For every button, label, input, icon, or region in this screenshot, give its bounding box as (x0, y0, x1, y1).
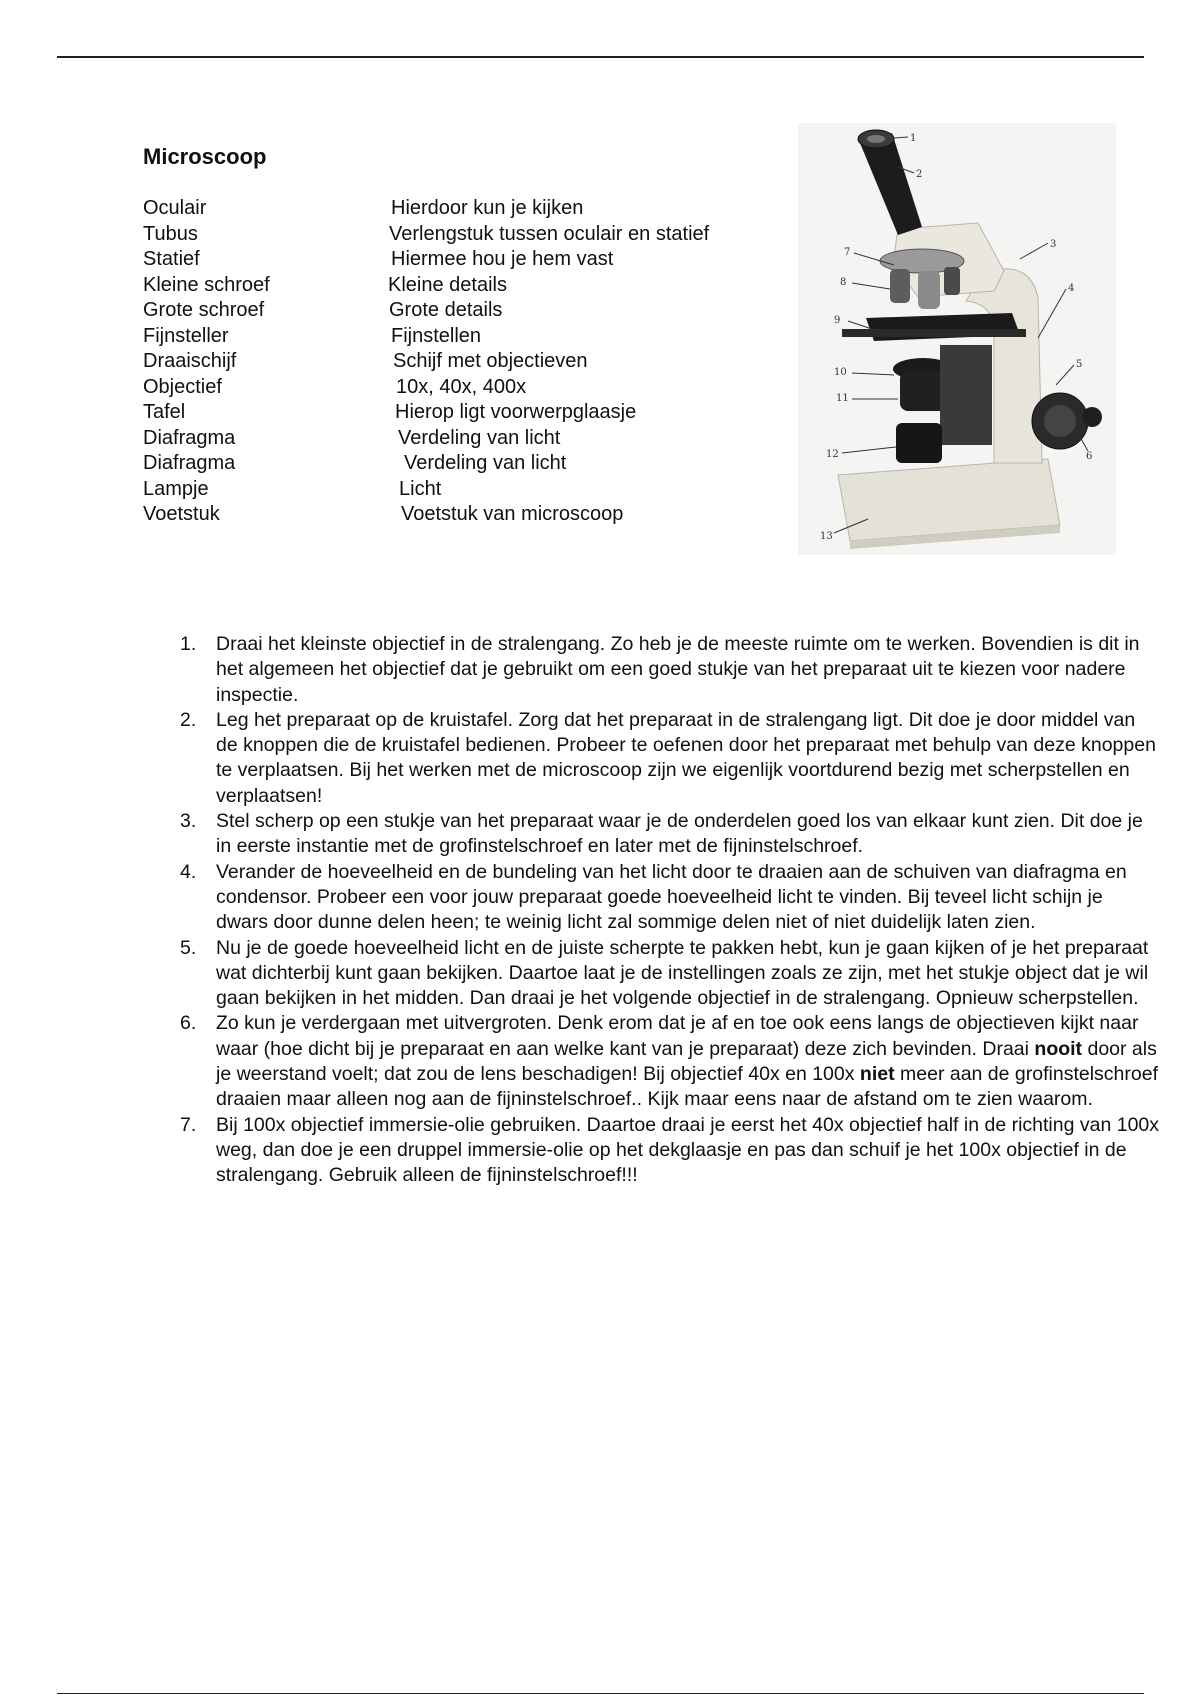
figure-label: 8 (840, 277, 847, 288)
step-number: 5. (180, 936, 197, 959)
step-number: 4. (180, 860, 197, 883)
lamp-shape (896, 423, 942, 463)
leader-line (842, 447, 896, 453)
emphasis-text: niet (859, 1063, 895, 1086)
part-name: Grote schroef (143, 299, 265, 321)
step-text: Zo kun je verdergaan met uitvergroten. Denk erom dat je af en toe ook eens langs de objectieven kijkt naar waar (hoe dicht bij je preparaat en aan welke kant van je preparaat) deze zich bevinden. Draai (216, 1012, 1139, 1060)
figure-label: 11 (836, 393, 849, 404)
part-name: Draaischijf (143, 350, 237, 372)
step-text: Verander de hoeveelheid en de bundeling van het licht door te draaien aan de schuiven van diafragma en condensor. Probeer een voor jouw preparaat goede hoeveelheid licht te vinden. Bij teveel licht schijn je dwars door dunne delen heen; te weinig licht zal sommige delen niet of niet duidelijk laten zien. (216, 860, 1127, 934)
figure-label: 6 (1086, 451, 1093, 462)
figure-label: 3 (1050, 239, 1057, 250)
figure-label: 13 (820, 531, 833, 542)
figure-label: 5 (1076, 359, 1083, 370)
objective-shape (890, 269, 910, 303)
part-description: Kleine details (388, 273, 507, 296)
step-number: 3. (180, 810, 197, 833)
leader-line (1020, 243, 1048, 259)
figure-label: 7 (844, 247, 851, 258)
leader-line (1056, 365, 1074, 385)
page-title: Microscoop (143, 144, 267, 169)
part-description: Verdeling van licht (398, 426, 561, 449)
part-description: Hiermee hou je hem vast (391, 248, 614, 270)
objective-shape (918, 271, 940, 309)
step-number: 7. (180, 1113, 197, 1136)
list-item (180, 1011, 1160, 1112)
part-name: Diafragma (143, 452, 236, 474)
step-number: 6. (180, 1012, 197, 1035)
microscope-illustration (798, 123, 1116, 555)
emphasis-text: nooit (1034, 1037, 1083, 1060)
knob-cap-shape (1082, 407, 1102, 427)
part-description: Fijnstellen (391, 324, 482, 347)
step-text: Draai het kleinste objectief in de stralengang. Zo heb je de meeste ruimte om te werken. Bovendien is dit in het algemeen het objectief dat je gebruikt om een goed stukje van het preparaat uit te kiezen voor nadere inspectie. (216, 633, 1140, 706)
part-description: Voetstuk van microscoop (401, 503, 624, 525)
part-description: Schijf met objectieven (393, 350, 588, 372)
microscope-diagram (798, 123, 1116, 555)
header-rule (57, 56, 1144, 58)
part-description: Grote details (389, 299, 503, 321)
step-text: Stel scherp op een stukje van het preparaat waar je de onderdelen goed los van elkaar kunt zien. Dit doe je in eerste instantie met de grofinstelschroef en later met de fijninstelschroef. (216, 810, 1143, 858)
figure-label: 2 (916, 169, 923, 180)
part-description: Licht (399, 477, 442, 500)
step-number: 1. (180, 633, 197, 655)
figure-label: 4 (1068, 283, 1075, 294)
part-name: Voetstuk (143, 503, 220, 525)
leader-line (1038, 289, 1066, 338)
list-item (180, 632, 1160, 708)
objective-shape (944, 267, 960, 295)
part-description: Hierdoor kun je kijken (391, 197, 584, 219)
list-item (180, 809, 1160, 860)
part-name: Tubus (143, 222, 198, 245)
part-description: Verlengstuk tussen oculair en statief (389, 222, 710, 245)
fine-knob-shape (1044, 405, 1076, 437)
stage-clip-shape (842, 329, 1026, 337)
figure-label: 12 (826, 449, 839, 460)
leader-line (1080, 437, 1088, 451)
figure-label: 10 (834, 367, 847, 378)
figure-label: 1 (910, 133, 917, 144)
step-text: meer aan de grofinstelschroef draaien maar alleen nog aan de fijninstelschroef.. Kijk maar eens naar de afstand om te zien waarom. (216, 1063, 1158, 1111)
list-item (180, 1113, 1160, 1189)
instructions-list (180, 632, 1160, 1189)
step-number: 2. (180, 708, 197, 731)
part-name: Fijnsteller (143, 324, 229, 347)
leader-line (894, 137, 908, 138)
list-item (180, 860, 1160, 936)
condenser-shape (900, 371, 946, 411)
step-text: Leg het preparaat op de kruistafel. Zorg dat het preparaat in de stralengang ligt. Dit doe je door middel van de knoppen die de kruistafel bedienen. Probeer te oefenen door het preparaat met behulp van deze knoppen te verplaatsen. Bij het werken met de microscoop zijn we eigenlijk voortdurend bezig met scherpstellen en verplaatsen! (216, 708, 1156, 807)
part-name: Oculair (143, 197, 207, 219)
list-item (180, 708, 1160, 809)
eyepiece-tube-shape (860, 133, 922, 235)
figure-label: 9 (834, 315, 841, 326)
part-name: Tafel (143, 401, 186, 423)
part-name: Lampje (143, 477, 209, 500)
part-description: 10x, 40x, 400x (396, 375, 527, 398)
eyepiece-lens-shape (867, 135, 885, 143)
leader-line (852, 373, 894, 375)
part-description: Verdeling van licht (404, 452, 567, 474)
step-text: door als je weerstand voelt; dat zou de lens beschadigen! Bij objectief 40x en 100x (216, 1037, 1157, 1086)
part-name: Statief (143, 248, 200, 270)
step-text: Nu je de goede hoeveelheid licht en de juiste scherpte te pakken hebt, kun je gaan kijken of je het preparaat wat dichterbij kunt gaan bekijken. Daartoe laat je de instellingen zoals ze zijn, met het stukje object dat je wil gaan bekijken in het midden. Dan draai je het volgende objectief in de stralengang. Opnieuw scherpstellen. (216, 936, 1149, 1010)
stage-support-shape (940, 345, 992, 445)
footer-rule (57, 1693, 1144, 1694)
part-name: Objectief (143, 375, 222, 398)
leader-line (852, 283, 890, 289)
step-text: Bij 100x objectief immersie-olie gebruiken. Daartoe draai je eerst het 40x objectief half in de richting van 100x weg, dan doe je een druppel immersie-olie op het dekglaasje en pas dan schuif je het 100x objectief in de stralengang. Gebruik alleen de fijninstelschroef!!! (216, 1113, 1160, 1187)
part-description: Hierop ligt voorwerpglaasje (395, 401, 637, 423)
part-name: Kleine schroef (143, 273, 270, 296)
list-item (180, 936, 1160, 1012)
part-name: Diafragma (143, 426, 236, 449)
